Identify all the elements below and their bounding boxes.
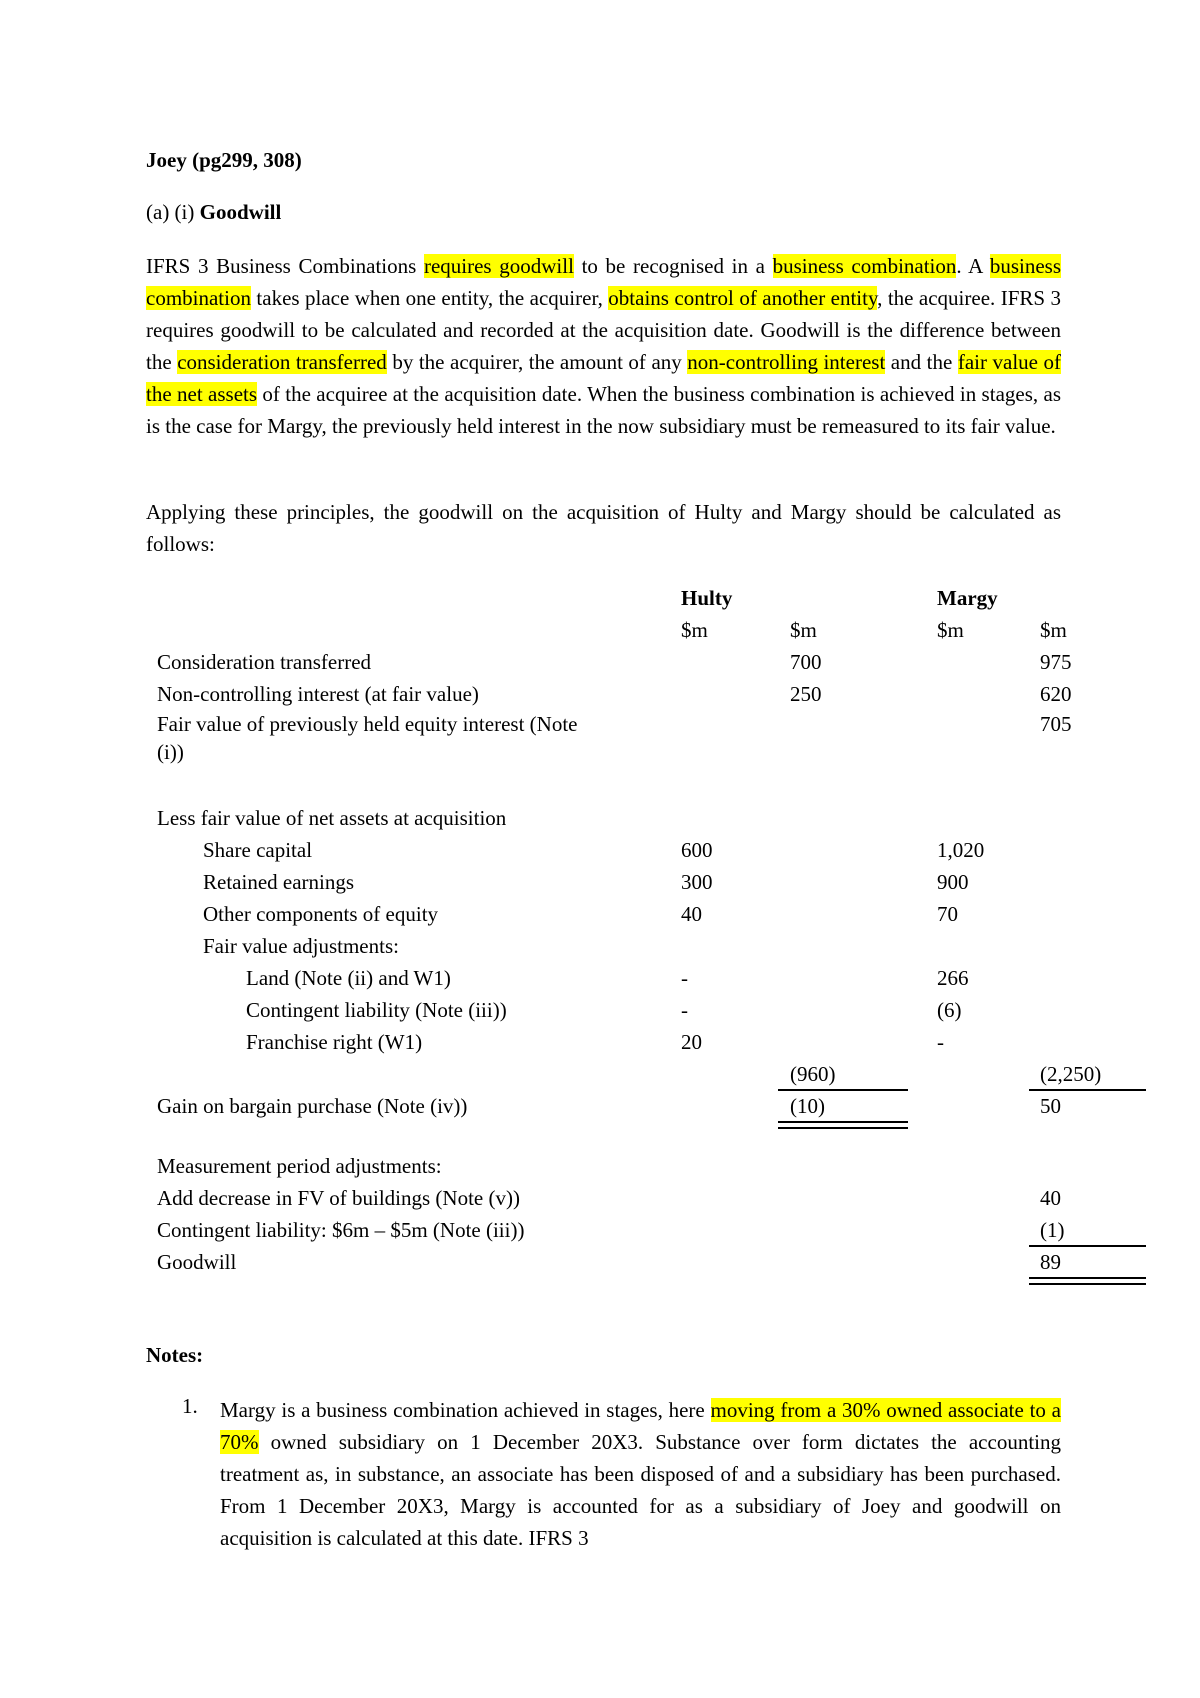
table-spacer xyxy=(146,1122,1146,1150)
table-cell: (6) xyxy=(937,998,962,1022)
row-label: Retained earnings xyxy=(203,870,355,894)
row-label: Fair value of previously held equity interest (Note (i)) xyxy=(157,712,578,764)
text-run: and the xyxy=(885,350,958,374)
unit-label: $m xyxy=(681,618,708,642)
column-header-margy: Margy xyxy=(937,586,998,610)
table-cell: 20 xyxy=(681,1030,702,1054)
row-label: Contingent liability (Note (iii)) xyxy=(246,998,507,1022)
table-row xyxy=(146,962,1146,994)
table-spacer xyxy=(146,764,1146,802)
table-row xyxy=(146,930,1146,962)
text-run: by the acquirer, the amount of any xyxy=(386,350,688,374)
section-number: (a) (i) xyxy=(146,200,200,224)
row-label: Land (Note (ii) and W1) xyxy=(246,966,451,990)
table-cell: - xyxy=(937,1030,944,1054)
highlighted-text: business combination xyxy=(772,254,957,278)
table-cell: (10) xyxy=(790,1094,825,1118)
table-row xyxy=(146,1150,1146,1182)
double-underline-rule xyxy=(1029,1277,1146,1285)
goodwill-row xyxy=(146,1246,1146,1278)
table-cell: 1,020 xyxy=(937,838,985,862)
note-number: 1. xyxy=(182,1394,198,1418)
row-label: Goodwill xyxy=(157,1250,237,1274)
table-row xyxy=(146,866,1146,898)
row-label: Share capital xyxy=(203,838,313,862)
goodwill-calculation-table xyxy=(146,582,1146,1278)
column-header-hulty: Hulty xyxy=(681,586,733,610)
highlighted-text: fair value of the net assets xyxy=(146,350,1061,406)
highlighted-text: obtains control of another entity xyxy=(608,286,878,310)
unit-label: $m xyxy=(790,618,817,642)
notes-heading: Notes: xyxy=(146,1343,204,1367)
text-run: . A xyxy=(956,254,990,278)
table-cell: 975 xyxy=(1040,650,1072,674)
row-label: Measurement period adjustments: xyxy=(157,1154,442,1178)
text-run: owned subsidiary on 1 December 20X3. Substance over form dictates the accounting treatment as, in substance, an associate has been disposed of and a subsidiary has been purchased. From 1 December 20X3, Margy is accounted for as a subsidiary of Joey and goodwill on acquisition is calculated at this date. IFRS 3 xyxy=(220,1430,1061,1550)
table-cell: 600 xyxy=(681,838,713,862)
table-cell: 50 xyxy=(1040,1094,1061,1118)
text-run: of the acquiree at the acquisition date. When the business combination is achieved in stages, as is the case for Margy, the previously held interest in the now subsidiary must be remeasured to its fair value. xyxy=(146,382,1061,438)
table-cell: 700 xyxy=(790,650,822,674)
table-cell: - xyxy=(681,998,688,1022)
table-row xyxy=(146,710,1146,764)
table-row xyxy=(146,646,1146,678)
text-run: Margy is a business combination achieved in stages, here xyxy=(220,1398,711,1422)
subtotal-row xyxy=(146,1058,1146,1090)
table-row xyxy=(146,834,1146,866)
highlighted-text: requires goodwill xyxy=(423,254,574,278)
subtotal-cell: (960) xyxy=(790,1062,836,1086)
row-label: Franchise right (W1) xyxy=(246,1030,423,1054)
section-heading xyxy=(146,200,281,225)
section-title: Goodwill xyxy=(199,200,282,224)
highlighted-text: consideration transferred xyxy=(177,350,387,374)
table-row xyxy=(146,994,1146,1026)
table-cell: 250 xyxy=(790,682,822,706)
applying-principles-paragraph: Applying these principles, the goodwill on the acquisition of Hulty and Margy should be calculated as follows: xyxy=(146,500,1061,556)
text-run: takes place when one entity, the acquirer, xyxy=(250,286,609,310)
highlighted-text: business combination xyxy=(146,254,1061,310)
goodwill-total: 89 xyxy=(1040,1250,1061,1274)
highlighted-text: moving from a 30% owned associate to a 70% xyxy=(220,1398,1061,1454)
goodwill-explanation-paragraph xyxy=(146,250,1061,442)
row-label: Less fair value of net assets at acquisition xyxy=(157,806,507,830)
text-run: , the acquiree. IFRS 3 requires goodwill to be calculated and recorded at the acquisition date. Goodwill is the difference between the xyxy=(146,286,1061,374)
table-cell: 40 xyxy=(1040,1186,1061,1210)
table-row xyxy=(146,1090,1146,1122)
row-label: Gain on bargain purchase (Note (iv)) xyxy=(157,1094,468,1118)
table-cell: (1) xyxy=(1040,1218,1065,1242)
table-row xyxy=(146,1182,1146,1214)
table-cell: 300 xyxy=(681,870,713,894)
table-row xyxy=(146,1026,1146,1058)
table-row xyxy=(146,678,1146,710)
note-text xyxy=(220,1394,1061,1554)
table-row xyxy=(146,802,1146,834)
table-cell: 900 xyxy=(937,870,969,894)
unit-label: $m xyxy=(1040,618,1067,642)
table-row xyxy=(146,898,1146,930)
table-cell: - xyxy=(681,966,688,990)
table-cell: 705 xyxy=(1040,712,1072,736)
row-label: Add decrease in FV of buildings (Note (v)) xyxy=(157,1186,520,1210)
text-run: to be recognised in a xyxy=(573,254,773,278)
table-cell: 620 xyxy=(1040,682,1072,706)
table-unit-row xyxy=(146,614,1146,646)
subtotal-cell: (2,250) xyxy=(1040,1062,1102,1086)
row-label: Fair value adjustments: xyxy=(203,934,399,958)
table-header-row xyxy=(146,582,1146,614)
table-cell: 40 xyxy=(681,902,702,926)
text-run: IFRS 3 Business Combinations xyxy=(146,254,424,278)
table-cell: 70 xyxy=(937,902,958,926)
table-cell: 266 xyxy=(937,966,969,990)
table-row xyxy=(146,1214,1146,1246)
row-label: Other components of equity xyxy=(203,902,439,926)
row-label: Consideration transferred xyxy=(157,650,372,674)
unit-label: $m xyxy=(937,618,964,642)
row-label: Contingent liability: $6m – $5m (Note (iii)) xyxy=(157,1218,525,1242)
highlighted-text: non-controlling interest xyxy=(687,350,886,374)
document-title: Joey (pg299, 308) xyxy=(146,148,302,172)
row-label: Non-controlling interest (at fair value) xyxy=(157,682,479,706)
